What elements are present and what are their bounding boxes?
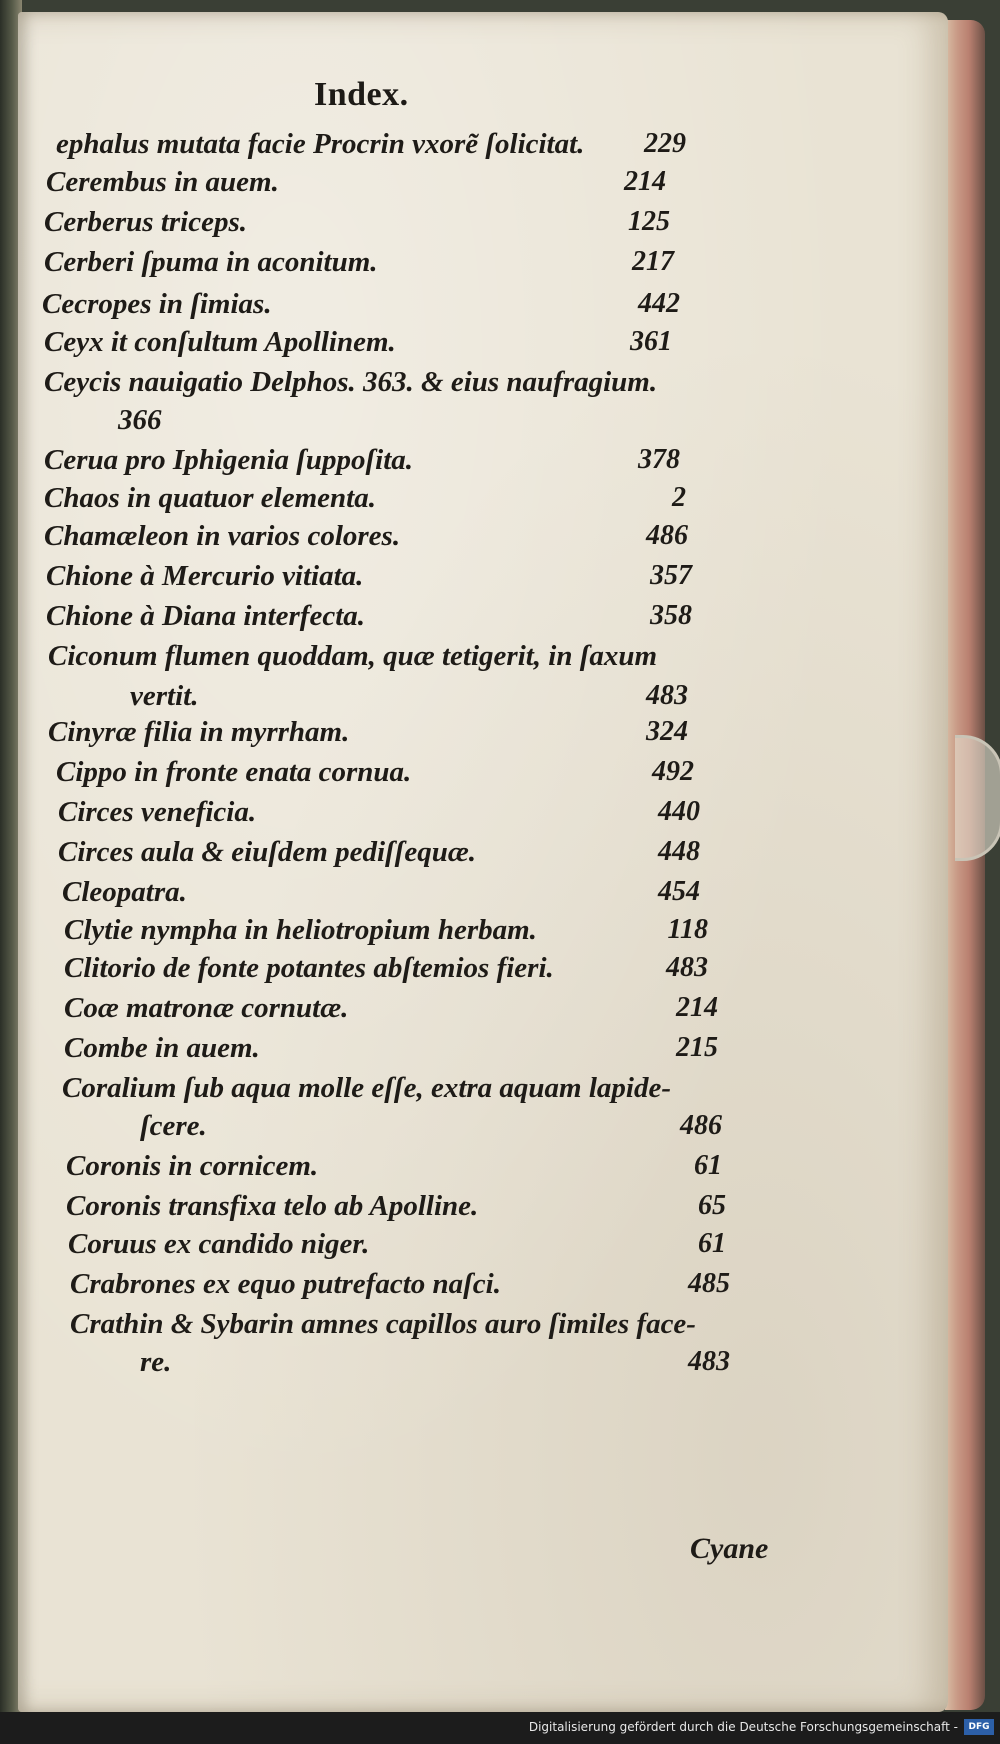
index-entry xyxy=(0,914,1000,954)
index-entry xyxy=(0,166,1000,206)
index-entry xyxy=(0,128,1000,168)
index-entry xyxy=(0,482,1000,522)
index-entry-page-number: 483 xyxy=(688,1346,730,1377)
index-entry xyxy=(0,796,1000,836)
index-entry xyxy=(0,680,1000,720)
index-entry-text: ephalus mutata facie Procrin vxorẽ ſolicitat. xyxy=(56,128,585,160)
index-entry-text: Coronis in cornicem. xyxy=(66,1150,319,1182)
index-entry-page-number: 118 xyxy=(667,914,708,945)
index-entry-page-number: 483 xyxy=(646,680,688,711)
index-entry-text: Combe in auem. xyxy=(64,1032,260,1064)
index-entry-text: vertit. xyxy=(130,680,199,712)
index-entry-text: Coralium ſub aqua molle eſſe, extra aquam lapide- xyxy=(62,1072,671,1104)
index-entry xyxy=(0,366,1000,406)
index-entry-text: Chaos in quatuor elementa. xyxy=(44,482,376,514)
index-entry-text: Clytie nympha in heliotropium herbam. xyxy=(64,914,537,946)
index-entry-page-number: 448 xyxy=(658,836,700,867)
index-entry xyxy=(0,1110,1000,1150)
index-entry-page-number: 358 xyxy=(650,600,692,631)
index-entry-text: Cerembus in auem. xyxy=(46,166,279,198)
index-entry-page-number: 215 xyxy=(676,1032,718,1063)
index-entry-text: Ceyx it conſultum Apollinem. xyxy=(44,326,396,358)
index-entry-page-number: 217 xyxy=(632,246,674,277)
dfg-logo-icon: DFG xyxy=(964,1719,994,1735)
index-entry-page-number: 486 xyxy=(680,1110,722,1141)
index-entry-page-number: 442 xyxy=(638,288,680,319)
index-entry-text: Cippo in fronte enata cornua. xyxy=(56,756,412,788)
index-entry xyxy=(0,1190,1000,1230)
index-entry xyxy=(0,326,1000,366)
index-entry xyxy=(0,836,1000,876)
index-entry xyxy=(0,876,1000,916)
index-entry xyxy=(0,1072,1000,1112)
index-entry xyxy=(0,952,1000,992)
index-entry-text: Cinyræ filia in myrrham. xyxy=(48,716,350,748)
index-entry-page-number: 65 xyxy=(698,1190,726,1221)
index-entry xyxy=(0,716,1000,756)
index-entry-page-number: 485 xyxy=(688,1268,730,1299)
index-entry xyxy=(0,1346,1000,1386)
index-entry xyxy=(0,206,1000,246)
footer-credit: Digitalisierung gefördert durch die Deutsche Forschungsgemeinschaft - xyxy=(528,1720,958,1734)
index-entry-page-number: 440 xyxy=(658,796,700,827)
index-entry-text: Cleopatra. xyxy=(62,876,187,908)
index-entry-text: Coæ matronæ cornutæ. xyxy=(64,992,349,1024)
index-entry xyxy=(0,404,1000,444)
index-entry-text: Cerberus triceps. xyxy=(44,206,247,238)
index-entry-text: Chamæleon in varios colores. xyxy=(44,520,401,552)
index-entry xyxy=(0,288,1000,328)
index-entry xyxy=(0,640,1000,680)
index-entry xyxy=(0,992,1000,1032)
index-entry xyxy=(0,1228,1000,1268)
index-entry xyxy=(0,1032,1000,1072)
index-entry-page-number: 214 xyxy=(676,992,718,1023)
index-entry-text: Crabrones ex equo putrefacto naſci. xyxy=(70,1268,501,1300)
digitization-footer xyxy=(0,1712,1000,1744)
index-entry-text: 366 xyxy=(118,404,162,436)
index-entry-text: Coruus ex candido niger. xyxy=(68,1228,370,1260)
index-entry-page-number: 378 xyxy=(638,444,680,475)
running-head: Index. xyxy=(314,76,409,113)
index-entry xyxy=(0,444,1000,484)
index-entry-text: Clitorio de fonte potantes abſtemios fieri. xyxy=(64,952,554,984)
index-entry-page-number: 492 xyxy=(652,756,694,787)
index-entry xyxy=(0,1308,1000,1348)
index-entry-text: ſcere. xyxy=(140,1110,207,1142)
index-entry xyxy=(0,1268,1000,1308)
index-entry-page-number: 483 xyxy=(666,952,708,983)
index-entry-text: Chione à Diana interfecta. xyxy=(46,600,366,632)
index-entry-page-number: 61 xyxy=(694,1150,722,1181)
index-entry-text: Coronis transfixa telo ab Apolline. xyxy=(66,1190,479,1222)
catchword: Cyane xyxy=(690,1532,769,1565)
index-entry xyxy=(0,756,1000,796)
index-entry-page-number: 357 xyxy=(650,560,692,591)
index-entry-page-number: 486 xyxy=(646,520,688,551)
index-entry-text: Cerberi ſpuma in aconitum. xyxy=(44,246,378,278)
index-entry-page-number: 214 xyxy=(624,166,666,197)
index-entry-text: Crathin & Sybarin amnes capillos auro ſimiles face- xyxy=(70,1308,696,1340)
index-entry-text: Cecropes in ſimias. xyxy=(42,288,272,320)
index-entry-page-number: 2 xyxy=(672,482,686,513)
index-entry-text: Ciconum flumen quoddam, quæ tetigerit, in ſaxum xyxy=(48,640,658,672)
index-entry xyxy=(0,520,1000,560)
index-entry xyxy=(0,246,1000,286)
index-entry-text: Cerua pro Iphigenia ſuppoſita. xyxy=(44,444,413,476)
index-entry-page-number: 454 xyxy=(658,876,700,907)
index-entry-page-number: 61 xyxy=(698,1228,726,1259)
index-entry-text: Ceycis nauigatio Delphos. 363. & eius naufragium. xyxy=(44,366,658,398)
index-entry-text: Chione à Mercurio vitiata. xyxy=(46,560,364,592)
index-entry xyxy=(0,1150,1000,1190)
index-entry xyxy=(0,600,1000,640)
index-entry-page-number: 361 xyxy=(630,326,672,357)
index-entry-text: re. xyxy=(140,1346,172,1378)
index-entry xyxy=(0,560,1000,600)
index-entry-page-number: 125 xyxy=(628,206,670,237)
index-entry-page-number: 324 xyxy=(646,716,688,747)
index-entry-text: Circes veneficia. xyxy=(58,796,257,828)
index-entry-text: Circes aula & eiuſdem pediſſequæ. xyxy=(58,836,477,868)
index-entry-page-number: 229 xyxy=(644,128,686,159)
